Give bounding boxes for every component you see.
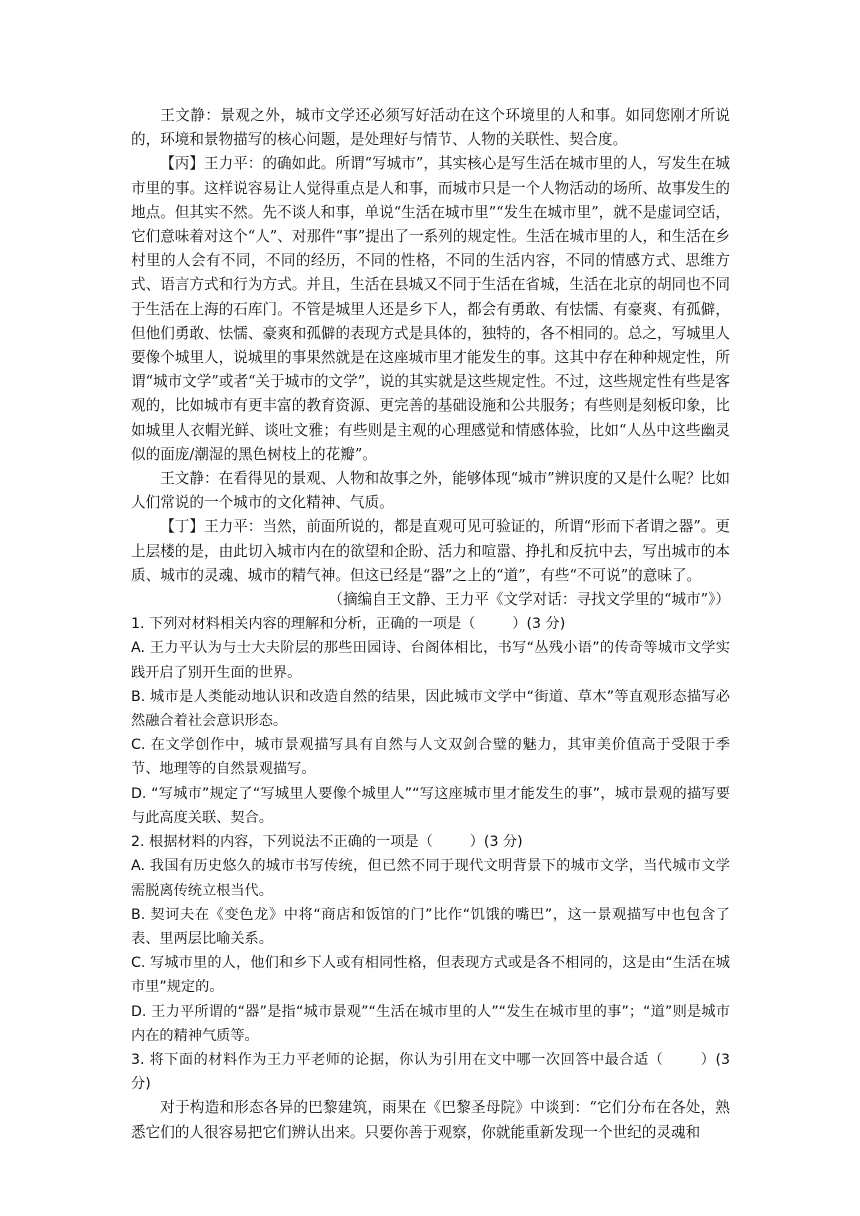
question-1-option-c: C. 在文学创作中，城市景观描写具有自然与人文双剑合璧的魅力，其审美价值高于受限于季节、地理等的自然景观描写。 <box>131 737 730 778</box>
dialogue-paragraph-bing: 【丙】王力平：的确如此。所谓“写城市”，其实核心是写生活在城市里的人，写发生在城市里的事。这样说容易让人觉得重点是人和事，而城市只是一个人物活动的场所、故事发生的地点。但其实不然。先不谈人和事，单说“生活在城市里”“发生在城市里”，就不是虚词空话，它们意味着对这个“人”、对那件“事”提出了一系列的规定性。生活在城市里的人，和生活在乡村里的人会有不同，不同的经历，不同的性格，不同的生活内容，不同的情感方式、思维方式、语言方式和行为方式。并且，生活在县城又不同于生活在省城，生活在北京的胡同也不同于生活在上海的石库门。不管是城里人还是乡下人，都会有勇敢、有怯懦、有豪爽、有孤僻，但他们勇敢、怯懦、豪爽和孤僻的表现方式是具体的，独特的，各不相同的。总之，写城里人要像个城里人，说城里的事果然就是在这座城市里才能发生的事。这其中存在种种规定性，所谓“城市文学”或者“关于城市的文学”，说的其实就是这些规定性。不过，这些规定性有些是客观的，比如城市有更丰富的教育资源、更完善的基础设施和公共服务；有些则是刻板印象，比如城里人衣帽光鲜、谈吐文雅；有些则是主观的心理感觉和情感体验，比如“人丛中这些幽灵似的面庞/潮湿的黑色树枝上的花瓣”。 <box>131 155 731 463</box>
dialogue-paragraph-1: 王文静：景观之外，城市文学还必须写好活动在这个环境里的人和事。如同您刚才所说的，环境和景物描写的核心问题，是处理好与情节、人物的关联性、契合度。 <box>131 107 730 149</box>
question-3-material: 对于构造和形态各异的巴黎建筑，雨果在《巴黎圣母院》中谈到：“它们分布在各处，熟悉它们的人很容易把它们辨认出来。只要你善于观察，你就能重新发现一个世纪的灵魂和 <box>131 1099 730 1141</box>
dialogue-paragraph-3: 王文静：在看得见的景观、人物和故事之外，能够体现“城市”辨识度的又是什么呢？比如人们常说的一个城市的文化精神、气质。 <box>131 470 730 512</box>
question-2-option-c: C. 写城市里的人，他们和乡下人或有相同性格，但表现方式或是各不相同的，这是由“生活在城市里”规定的。 <box>131 955 730 996</box>
question-2-option-b: B. 契诃夫在《变色龙》中将“商店和饭馆的门”比作“饥饿的嘴巴”，这一景观描写中也包含了表、里两层比喻关系。 <box>131 906 730 947</box>
question-3-stem: 3. 将下面的材料作为王力平老师的论据，你认为引用在文中哪一次回答中最合适（ ）(3 分) <box>131 1051 731 1093</box>
question-1-option-d: D. “写城市”规定了“写城里人要像个城里人”“写这座城市里才能发生的事”，城市景观的描写要与此高度关联、契合。 <box>131 785 730 826</box>
question-2-option-d: D. 王力平所谓的“器”是指“城市景观”“生活在城市里的人”“发生在城市里的事”；“道”则是城市内在的精神气质等。 <box>131 1003 730 1044</box>
question-1-option-b: B. 城市是人类能动地认识和改造自然的结果，因此城市文学中“街道、草木”等直观形态描写必然融合着社会意识形态。 <box>131 688 730 730</box>
dialogue-paragraph-ding: 【丁】王力平：当然，前面所说的，都是直观可见可验证的，所谓“形而下者谓之器”。更上层楼的是，由此切入城市内在的欲望和企盼、活力和喧嚣、挣扎和反抗中去，写出城市的本质、城市的灵魂、城市的精气神。但这已经是“器”之上的“道”，有些“不可说”的意味了。 <box>131 518 730 584</box>
source-citation: （摘编自王文静、王力平《文学对话：寻找文学里的“城市”》） <box>328 591 730 609</box>
question-1-option-a: A. 王力平认为与士大夫阶层的那些田园诗、台阁体相比，书写“丛残小语”的传奇等城市文学实践开启了别开生面的世界。 <box>131 640 730 681</box>
question-2-option-a: A. 我国有历史悠久的城市书写传统，但已然不同于现代文明背景下的城市文学，当代城市文学需脱离传统立根当代。 <box>131 858 730 899</box>
question-2-stem: 2. 根据材料的内容，下列说法不正确的一项是（ ）(3 分) <box>131 834 523 851</box>
question-1-stem: 1. 下列对材料相关内容的理解和分析，正确的一项是（ ）(3 分) <box>131 616 566 633</box>
